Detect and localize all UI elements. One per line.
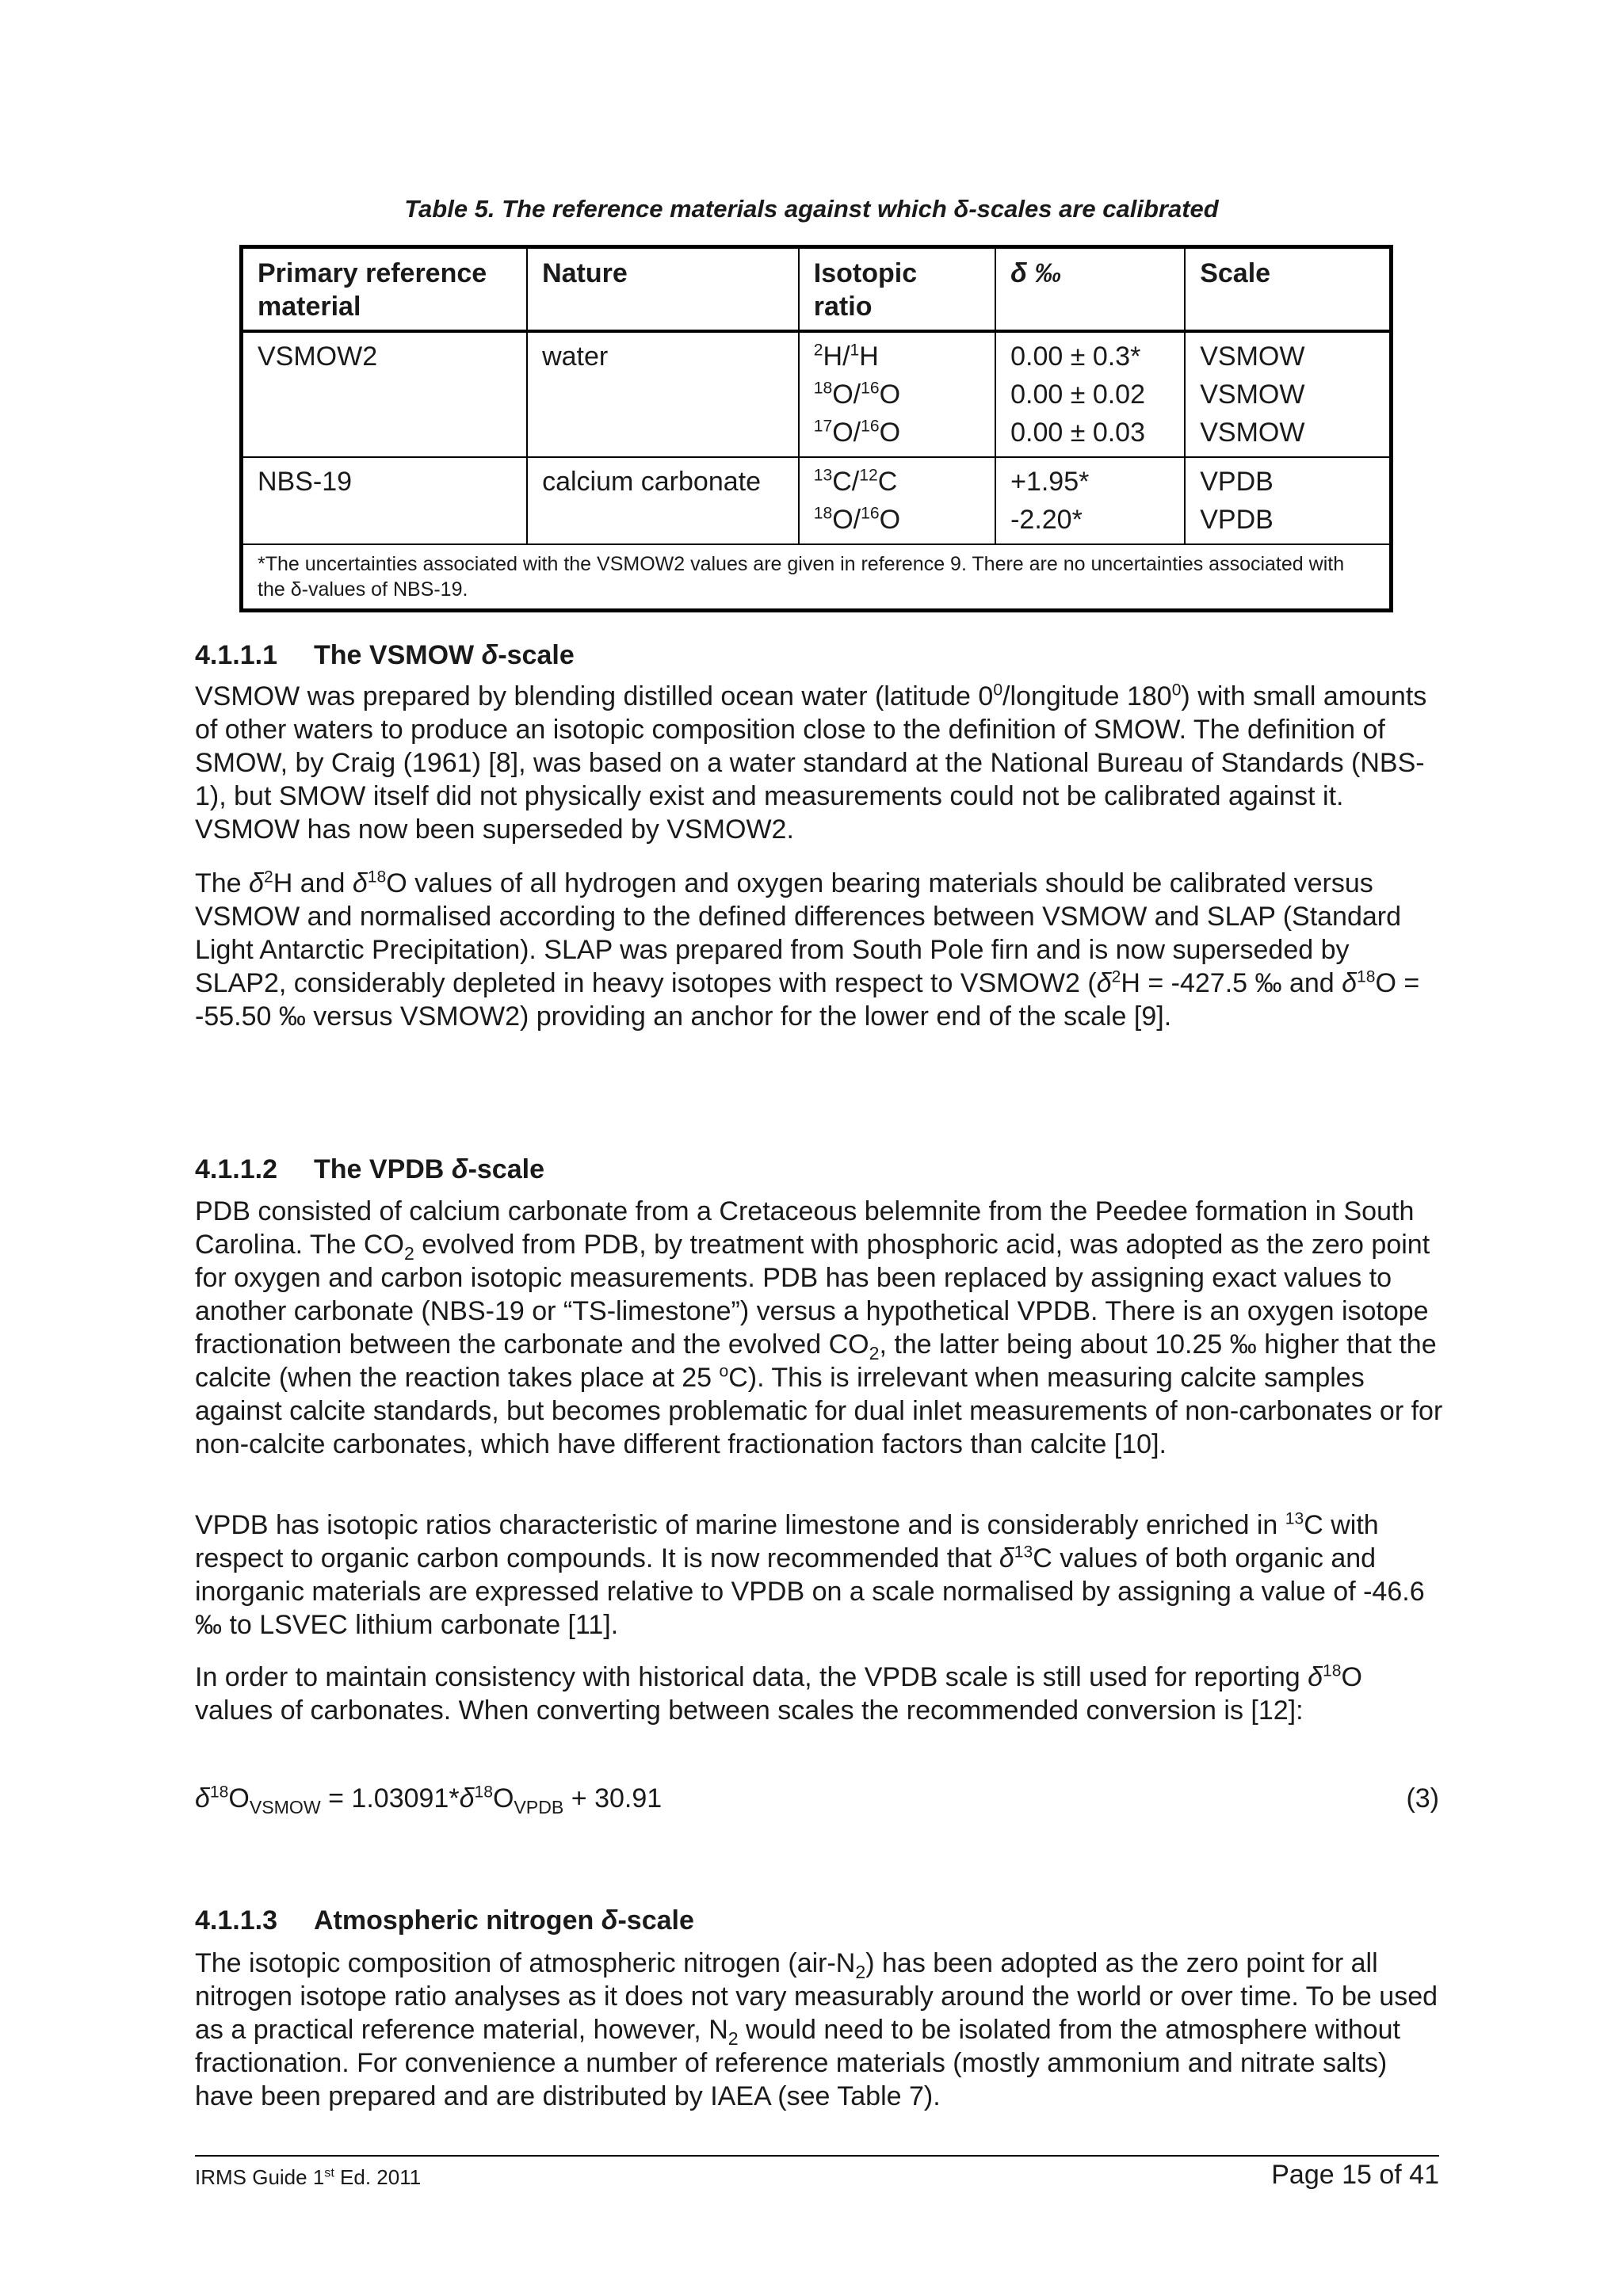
cell-material: VSMOW2 — [242, 331, 528, 457]
page-number: Page 15 of 41 — [1271, 2160, 1439, 2190]
cell-scales: VPDB VPDB — [1185, 457, 1391, 544]
paragraph: In order to maintain consistency with historical data, the VPDB scale is still used for reporting $\delta^{18}O$ values of carbonates. When converting between scales the recommended conversion is [12]: — [195, 1661, 1362, 1726]
footer-divider — [195, 2155, 1439, 2157]
header-material: Primary reference material — [242, 247, 528, 332]
cell-nature: water — [527, 331, 799, 457]
table-caption: Table 5. The reference materials against which δ-scales are calibrated — [404, 195, 1219, 223]
header-nature: Nature — [527, 247, 799, 332]
paragraph: PDB consisted of calcium carbonate from a Cretaceous belemnite from the Peedee formation in South Carolina. The $CO_2$ evolved from PDB, by treatment with phosphoric acid, was adopted as the zero point for oxygen and carbon isotopic measurements. PDB has been replaced by assigning exact values to another carbonate (NBS-19 or “TS-limestone”) versus a hypothetical VPDB. There is an oxygen isotope fractionation between the carbonate and the evolved $CO_2$, the latter being about 10.25 ‰ higher that the calcite (when the reaction takes place at 25 $^o$C). This is irrelevant when measuring calcite samples against calcite standards, but becomes problematic for dual inlet measurements of non-carbonates or for non-calcite carbonates, which have different fractionation factors than calcite [10]. — [195, 1196, 1443, 1459]
table-footnote-row — [242, 544, 1392, 611]
paragraph: VPDB has isotopic ratios characteristic of marine limestone and is considerably enriched in $^{13}$C with respect to organic carbon compounds. It is now recommended that $\delta^{13}C$ values of both organic and inorganic materials are expressed relative to VPDB on a scale normalised by assigning a value of -46.6 ‰ to LSVEC lithium carbonate [11]. — [195, 1509, 1425, 1640]
table-row — [242, 331, 1392, 457]
header-scale: Scale — [1185, 247, 1391, 332]
cell-scales: VSMOW VSMOW VSMOW — [1185, 331, 1391, 457]
section-heading-vsmow: 4.1.1.1 The VSMOW δ-scale — [195, 640, 575, 670]
paragraph: VSMOW was prepared by blending distilled ocean water (latitude $0^0$/longitude $180^0$) with small amounts of other waters to produce an isotopic composition close to the definition of SMOW. The definition of SMOW, by Craig (1961) [8], was based on a water standard at the National Bureau of Standards (NBS-1), but SMOW itself did not physically exist and measurements could not be calibrated against it. VSMOW has now been superseded by VSMOW2. — [195, 681, 1427, 845]
paragraph: The $\delta^2H$ and $\delta^{18}O$ values of all hydrogen and oxygen bearing materials should be calibrated versus VSMOW and normalised according to the defined differences between VSMOW and SLAP (Standard Light Antarctic Precipitation). SLAP was prepared from South Pole firn and is now superseded by SLAP2, considerably depleted in heavy isotopes with respect to VSMOW2 ($\delta^2H = -427.5$ ‰ and $\delta^{18}O = -55.50$ ‰ versus VSMOW2) providing an anchor for the lower end of the scale [9]. — [195, 868, 1420, 1032]
cell-ratios: $^{13}$C/$^{12}$C $^{18}$O/$^{16}$O — [799, 457, 995, 544]
reference-materials-table — [239, 245, 1393, 612]
paragraph: The isotopic composition of atmospheric nitrogen $(air-N_2)$ has been adopted as the zero point for all nitrogen isotope ratio analyses as it does not vary measurably around the world or over time. To be used as a practical reference material, however, $N_2$ would need to be isolated from the atmosphere without fractionation. For convenience a number of reference materials (mostly ammonium and nitrate salts) have been prepared and are distributed by IAEA (see Table 7). — [195, 1948, 1438, 2111]
footer-guide-edition: IRMS Guide 1st Ed. 2011 — [195, 2165, 422, 2189]
table-row — [242, 457, 1392, 544]
cell-material: NBS-19 — [242, 457, 528, 544]
cell-ratios: $^2$H/$^1$H $^{18}$O/$^{16}$O $^{17}$O/$^{16}$O — [799, 331, 995, 457]
section-heading-nitrogen: 4.1.1.3 Atmospheric nitrogen δ-scale — [195, 1905, 694, 1936]
cell-nature: calcium carbonate — [527, 457, 799, 544]
conversion-equation: $\delta^{18}O_{VSMOW} = 1.03091*\delta^{18}O_{VPDB} + 30.91$ (3) — [195, 1783, 1439, 1817]
header-delta: δ ‰ — [995, 247, 1185, 332]
table-footnote: *The uncertainties associated with the VSMOW2 values are given in reference 9. There are no uncertainties associated with the δ-values of NBS-19. — [242, 544, 1392, 611]
cell-deltas: +1.95* -2.20* — [995, 457, 1185, 544]
table-header-row — [242, 247, 1392, 332]
header-ratio: Isotopic ratio — [799, 247, 995, 332]
equation-number: (3) — [1406, 1783, 1439, 1814]
section-heading-vpdb: 4.1.1.2 The VPDB δ-scale — [195, 1154, 544, 1184]
cell-deltas: 0.00 ± 0.3* 0.00 ± 0.02 0.00 ± 0.03 — [995, 331, 1185, 457]
